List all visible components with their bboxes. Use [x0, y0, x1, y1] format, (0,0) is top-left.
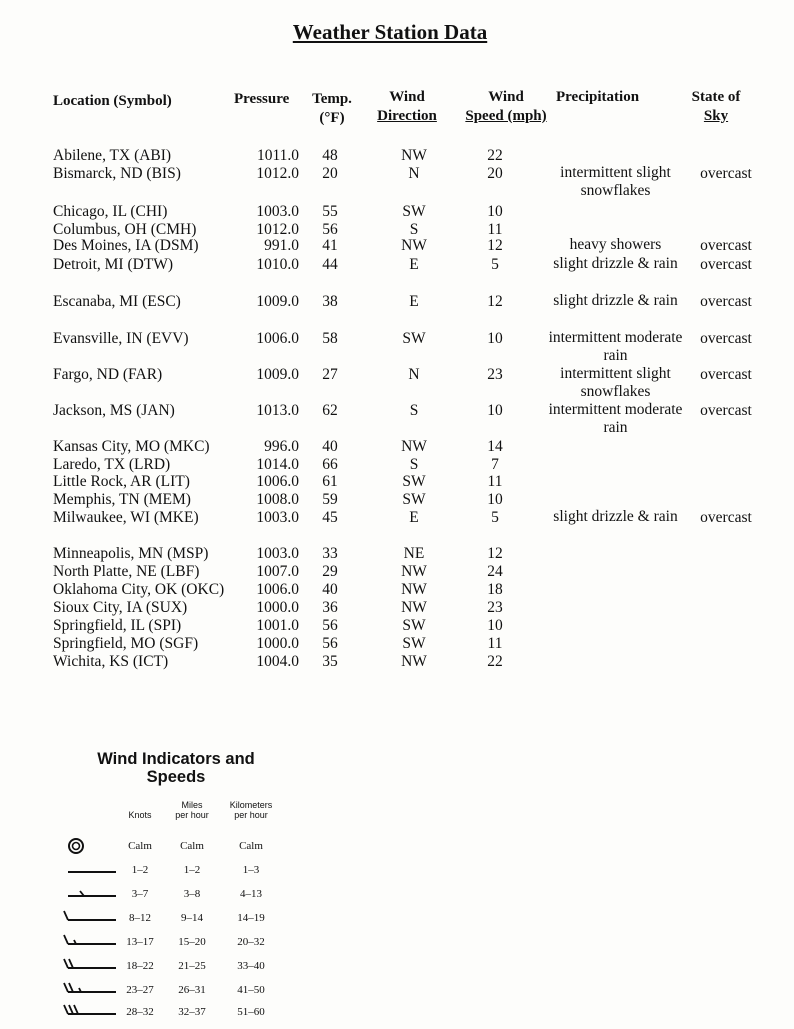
pressure-cell: 1003.0 — [256, 509, 299, 526]
location-cell: Jackson, MS (JAN) — [53, 402, 175, 419]
table-row — [0, 508, 794, 527]
calm-circle-icon — [62, 836, 122, 856]
table-row — [0, 236, 794, 255]
wind-direction-cell: N — [408, 366, 420, 383]
location-cell: Sioux City, IA (SUX) — [53, 599, 188, 616]
temperature-cell: 40 — [322, 581, 338, 598]
pressure-cell: 1009.0 — [256, 366, 299, 383]
pressure-cell: 1000.0 — [256, 635, 299, 652]
pressure-cell: 1009.0 — [256, 293, 299, 310]
location-cell: Wichita, KS (ICT) — [53, 653, 169, 670]
wind-key-knots: 28–32 — [126, 1006, 154, 1018]
wind-direction-cell: NW — [401, 237, 427, 254]
pressure-cell: 1012.0 — [256, 165, 299, 182]
wind-key-kph: 4–13 — [240, 888, 262, 900]
wind-direction-cell: S — [409, 402, 419, 419]
location-cell: Laredo, TX (LRD) — [53, 456, 171, 473]
location-cell: Springfield, MO (SGF) — [53, 635, 199, 652]
temperature-cell: 66 — [322, 456, 338, 473]
wind-key-row — [0, 932, 320, 952]
wind-direction-cell: S — [409, 221, 419, 238]
wind-speed-cell: 23 — [487, 366, 503, 383]
wind-key-mph: Calm — [180, 840, 204, 852]
wind-key-row — [0, 956, 320, 976]
pressure-cell: 1003.0 — [256, 545, 299, 562]
wind-speed-cell: 12 — [487, 545, 503, 562]
table-row — [0, 365, 794, 400]
table-row — [0, 652, 794, 671]
location-cell: Detroit, MI (DTW) — [53, 256, 174, 273]
location-cell: Columbus, OH (CMH) — [53, 221, 197, 238]
location-cell: Memphis, TN (MEM) — [53, 491, 191, 508]
wind-key-header-kph: Kilometers per hour — [229, 800, 273, 820]
pressure-cell: 1008.0 — [256, 491, 299, 508]
temperature-cell: 48 — [322, 147, 338, 164]
wind-speed-cell: 22 — [487, 147, 503, 164]
wind-key-knots: 18–22 — [126, 960, 154, 972]
location-cell: Bismarck, ND (BIS) — [53, 165, 181, 182]
pressure-cell: 1010.0 — [256, 256, 299, 273]
wind-speed-cell: 10 — [487, 330, 503, 347]
wind-speed-cell: 10 — [487, 491, 503, 508]
location-cell: Milwaukee, WI (MKE) — [53, 509, 199, 526]
temperature-cell: 56 — [322, 635, 338, 652]
location-cell: North Platte, NE (LBF) — [53, 563, 200, 580]
wind-speed-cell: 11 — [487, 221, 503, 238]
wind-key-title: Wind Indicators and Speeds — [97, 750, 255, 786]
precipitation-cell: slight drizzle & rain — [553, 255, 678, 272]
wind-speed-cell: 12 — [487, 293, 503, 310]
wind-key-knots: 23–27 — [126, 984, 154, 996]
wind-key-kph: 41–50 — [237, 984, 265, 996]
wind-direction-cell: SW — [402, 473, 426, 490]
wind-speed-cell: 10 — [487, 617, 503, 634]
table-row — [0, 164, 794, 199]
location-cell: Minneapolis, MN (MSP) — [53, 545, 209, 562]
temperature-cell: 59 — [322, 491, 338, 508]
sky-cell: overcast — [700, 402, 752, 419]
wind-key-kph: 33–40 — [237, 960, 265, 972]
location-cell: Chicago, IL (CHI) — [53, 203, 168, 220]
temperature-cell: 27 — [322, 366, 338, 383]
temperature-cell: 62 — [322, 402, 338, 419]
wind-key-knots: 1–2 — [131, 864, 149, 876]
table-row — [0, 292, 794, 311]
wind-key-mph: 15–20 — [178, 936, 206, 948]
wind-barb-0-icon — [62, 860, 122, 880]
wind-key-header-mph: Miles per hour — [175, 800, 209, 820]
location-cell: Kansas City, MO (MKC) — [53, 438, 210, 455]
pressure-cell: 1011.0 — [256, 147, 299, 164]
precipitation-cell: slight drizzle & rain — [553, 508, 678, 525]
pressure-cell: 1004.0 — [256, 653, 299, 670]
wind-key-mph: 1–2 — [183, 864, 201, 876]
table-row — [0, 255, 794, 274]
location-cell: Fargo, ND (FAR) — [53, 366, 163, 383]
wind-speed-cell: 23 — [487, 599, 503, 616]
location-cell: Des Moines, IA (DSM) — [53, 237, 199, 254]
wind-speed-cell: 18 — [487, 581, 503, 598]
wind-barb-3-icon — [62, 932, 122, 952]
wind-direction-cell: NW — [401, 599, 427, 616]
temperature-cell: 61 — [322, 473, 338, 490]
precipitation-cell: intermittent moderate rain — [548, 329, 683, 364]
wind-barb-5-icon — [62, 980, 122, 1000]
temperature-cell: 40 — [322, 438, 338, 455]
sky-cell: overcast — [700, 330, 752, 347]
wind-direction-cell: SW — [402, 617, 426, 634]
wind-key-kph: 14–19 — [237, 912, 265, 924]
wind-direction-cell: E — [409, 256, 419, 273]
pressure-cell: 1006.0 — [256, 581, 299, 598]
wind-speed-cell: 22 — [487, 653, 503, 670]
wind-direction-cell: S — [409, 456, 419, 473]
wind-direction-cell: SW — [402, 203, 426, 220]
wind-speed-cell: 5 — [491, 509, 499, 526]
wind-key-knots: 13–17 — [126, 936, 154, 948]
table-row — [0, 490, 794, 509]
pressure-cell: 1006.0 — [256, 330, 299, 347]
wind-key-mph: 26–31 — [178, 984, 206, 996]
wind-barb-2-icon — [62, 908, 122, 928]
wind-key-row — [0, 884, 320, 904]
sky-cell: overcast — [700, 509, 752, 526]
table-row — [0, 472, 794, 491]
wind-key-row — [0, 860, 320, 880]
wind-key-mph: 32–37 — [178, 1006, 206, 1018]
page-title: Weather Station Data — [292, 20, 488, 44]
wind-key-mph: 21–25 — [178, 960, 206, 972]
precipitation-cell: heavy showers — [569, 236, 662, 253]
pressure-cell: 1007.0 — [256, 563, 299, 580]
temperature-cell: 41 — [322, 237, 338, 254]
temperature-cell: 36 — [322, 599, 338, 616]
wind-speed-cell: 24 — [487, 563, 503, 580]
table-row — [0, 634, 794, 653]
wind-speed-cell: 11 — [487, 635, 503, 652]
temperature-cell: 56 — [322, 221, 338, 238]
wind-speed-cell: 14 — [487, 438, 503, 455]
pressure-cell: 996.0 — [264, 438, 299, 455]
header-sky: State of Sky — [691, 89, 741, 124]
location-cell: Escanaba, MI (ESC) — [53, 293, 181, 310]
wind-speed-cell: 5 — [491, 256, 499, 273]
pressure-cell: 1013.0 — [256, 402, 299, 419]
wind-key-row — [0, 908, 320, 928]
sky-cell: overcast — [700, 293, 752, 310]
header-pressure: Pressure — [234, 91, 290, 107]
header-wind-speed: Wind Speed (mph) — [465, 89, 547, 124]
precipitation-cell: slight drizzle & rain — [553, 292, 678, 309]
wind-direction-cell: NW — [401, 147, 427, 164]
location-cell: Little Rock, AR (LIT) — [53, 473, 190, 490]
wind-key-kph: 1–3 — [242, 864, 260, 876]
temperature-cell: 35 — [322, 653, 338, 670]
wind-speed-cell: 10 — [487, 203, 503, 220]
sky-cell: overcast — [700, 237, 752, 254]
wind-key-knots: 8–12 — [129, 912, 151, 924]
pressure-cell: 1000.0 — [256, 599, 299, 616]
pressure-cell: 991.0 — [264, 237, 299, 254]
wind-key-kph: Calm — [239, 840, 263, 852]
temperature-cell: 33 — [322, 545, 338, 562]
temperature-cell: 56 — [322, 617, 338, 634]
table-row — [0, 544, 794, 563]
pressure-cell: 1014.0 — [256, 456, 299, 473]
wind-direction-cell: E — [409, 509, 419, 526]
location-cell: Oklahoma City, OK (OKC) — [53, 581, 225, 598]
wind-key-header-knots: Knots — [128, 810, 152, 820]
wind-key-knots: 3–7 — [131, 888, 149, 900]
table-row — [0, 329, 794, 364]
wind-barb-6-icon — [62, 1002, 122, 1022]
temperature-cell: 44 — [322, 256, 338, 273]
wind-direction-cell: SW — [402, 635, 426, 652]
table-row — [0, 146, 794, 165]
wind-direction-cell: NE — [403, 545, 425, 562]
temperature-cell: 45 — [322, 509, 338, 526]
temperature-cell: 20 — [322, 165, 338, 182]
wind-direction-cell: NW — [401, 581, 427, 598]
wind-key-row — [0, 980, 320, 1000]
table-row — [0, 202, 794, 221]
temperature-cell: 55 — [322, 203, 338, 220]
wind-barb-1-icon — [62, 884, 122, 904]
wind-direction-cell: NW — [401, 653, 427, 670]
sky-cell: overcast — [700, 165, 752, 182]
precipitation-cell: intermittent slight snowflakes — [560, 164, 671, 199]
temperature-cell: 58 — [322, 330, 338, 347]
wind-speed-cell: 10 — [487, 402, 503, 419]
wind-speed-cell: 12 — [487, 237, 503, 254]
wind-key-kph: 51–60 — [237, 1006, 265, 1018]
wind-key-kph: 20–32 — [237, 936, 265, 948]
wind-direction-cell: NW — [401, 563, 427, 580]
pressure-cell: 1001.0 — [256, 617, 299, 634]
table-row — [0, 401, 794, 436]
wind-barb-4-icon — [62, 956, 122, 976]
wind-speed-cell: 7 — [491, 456, 499, 473]
wind-key-mph: 3–8 — [183, 888, 201, 900]
header-location: Location (Symbol) — [53, 93, 172, 109]
sky-cell: overcast — [700, 256, 752, 273]
wind-direction-cell: SW — [402, 491, 426, 508]
header-wind-direction: Wind Direction — [377, 89, 437, 124]
table-row — [0, 598, 794, 617]
location-cell: Abilene, TX (ABI) — [53, 147, 172, 164]
temperature-cell: 38 — [322, 293, 338, 310]
pressure-cell: 1012.0 — [256, 221, 299, 238]
table-row — [0, 580, 794, 599]
wind-direction-cell: N — [408, 165, 420, 182]
wind-speed-cell: 20 — [487, 165, 503, 182]
table-row — [0, 616, 794, 635]
header-precipitation: Precipitation — [556, 89, 640, 105]
sky-cell: overcast — [700, 366, 752, 383]
pressure-cell: 1006.0 — [256, 473, 299, 490]
wind-speed-cell: 11 — [487, 473, 503, 490]
precipitation-cell: intermittent slight snowflakes — [560, 365, 671, 400]
location-cell: Evansville, IN (EVV) — [53, 330, 189, 347]
header-temp: Temp. (°F) — [312, 91, 352, 126]
location-cell: Springfield, IL (SPI) — [53, 617, 182, 634]
table-row — [0, 437, 794, 456]
wind-direction-cell: SW — [402, 330, 426, 347]
table-row — [0, 562, 794, 581]
wind-direction-cell: E — [409, 293, 419, 310]
pressure-cell: 1003.0 — [256, 203, 299, 220]
wind-key-row — [0, 836, 320, 856]
precipitation-cell: intermittent moderate rain — [548, 401, 683, 436]
wind-key-mph: 9–14 — [181, 912, 203, 924]
wind-key-row — [0, 1002, 320, 1022]
wind-direction-cell: NW — [401, 438, 427, 455]
wind-key-knots: Calm — [128, 840, 152, 852]
temperature-cell: 29 — [322, 563, 338, 580]
